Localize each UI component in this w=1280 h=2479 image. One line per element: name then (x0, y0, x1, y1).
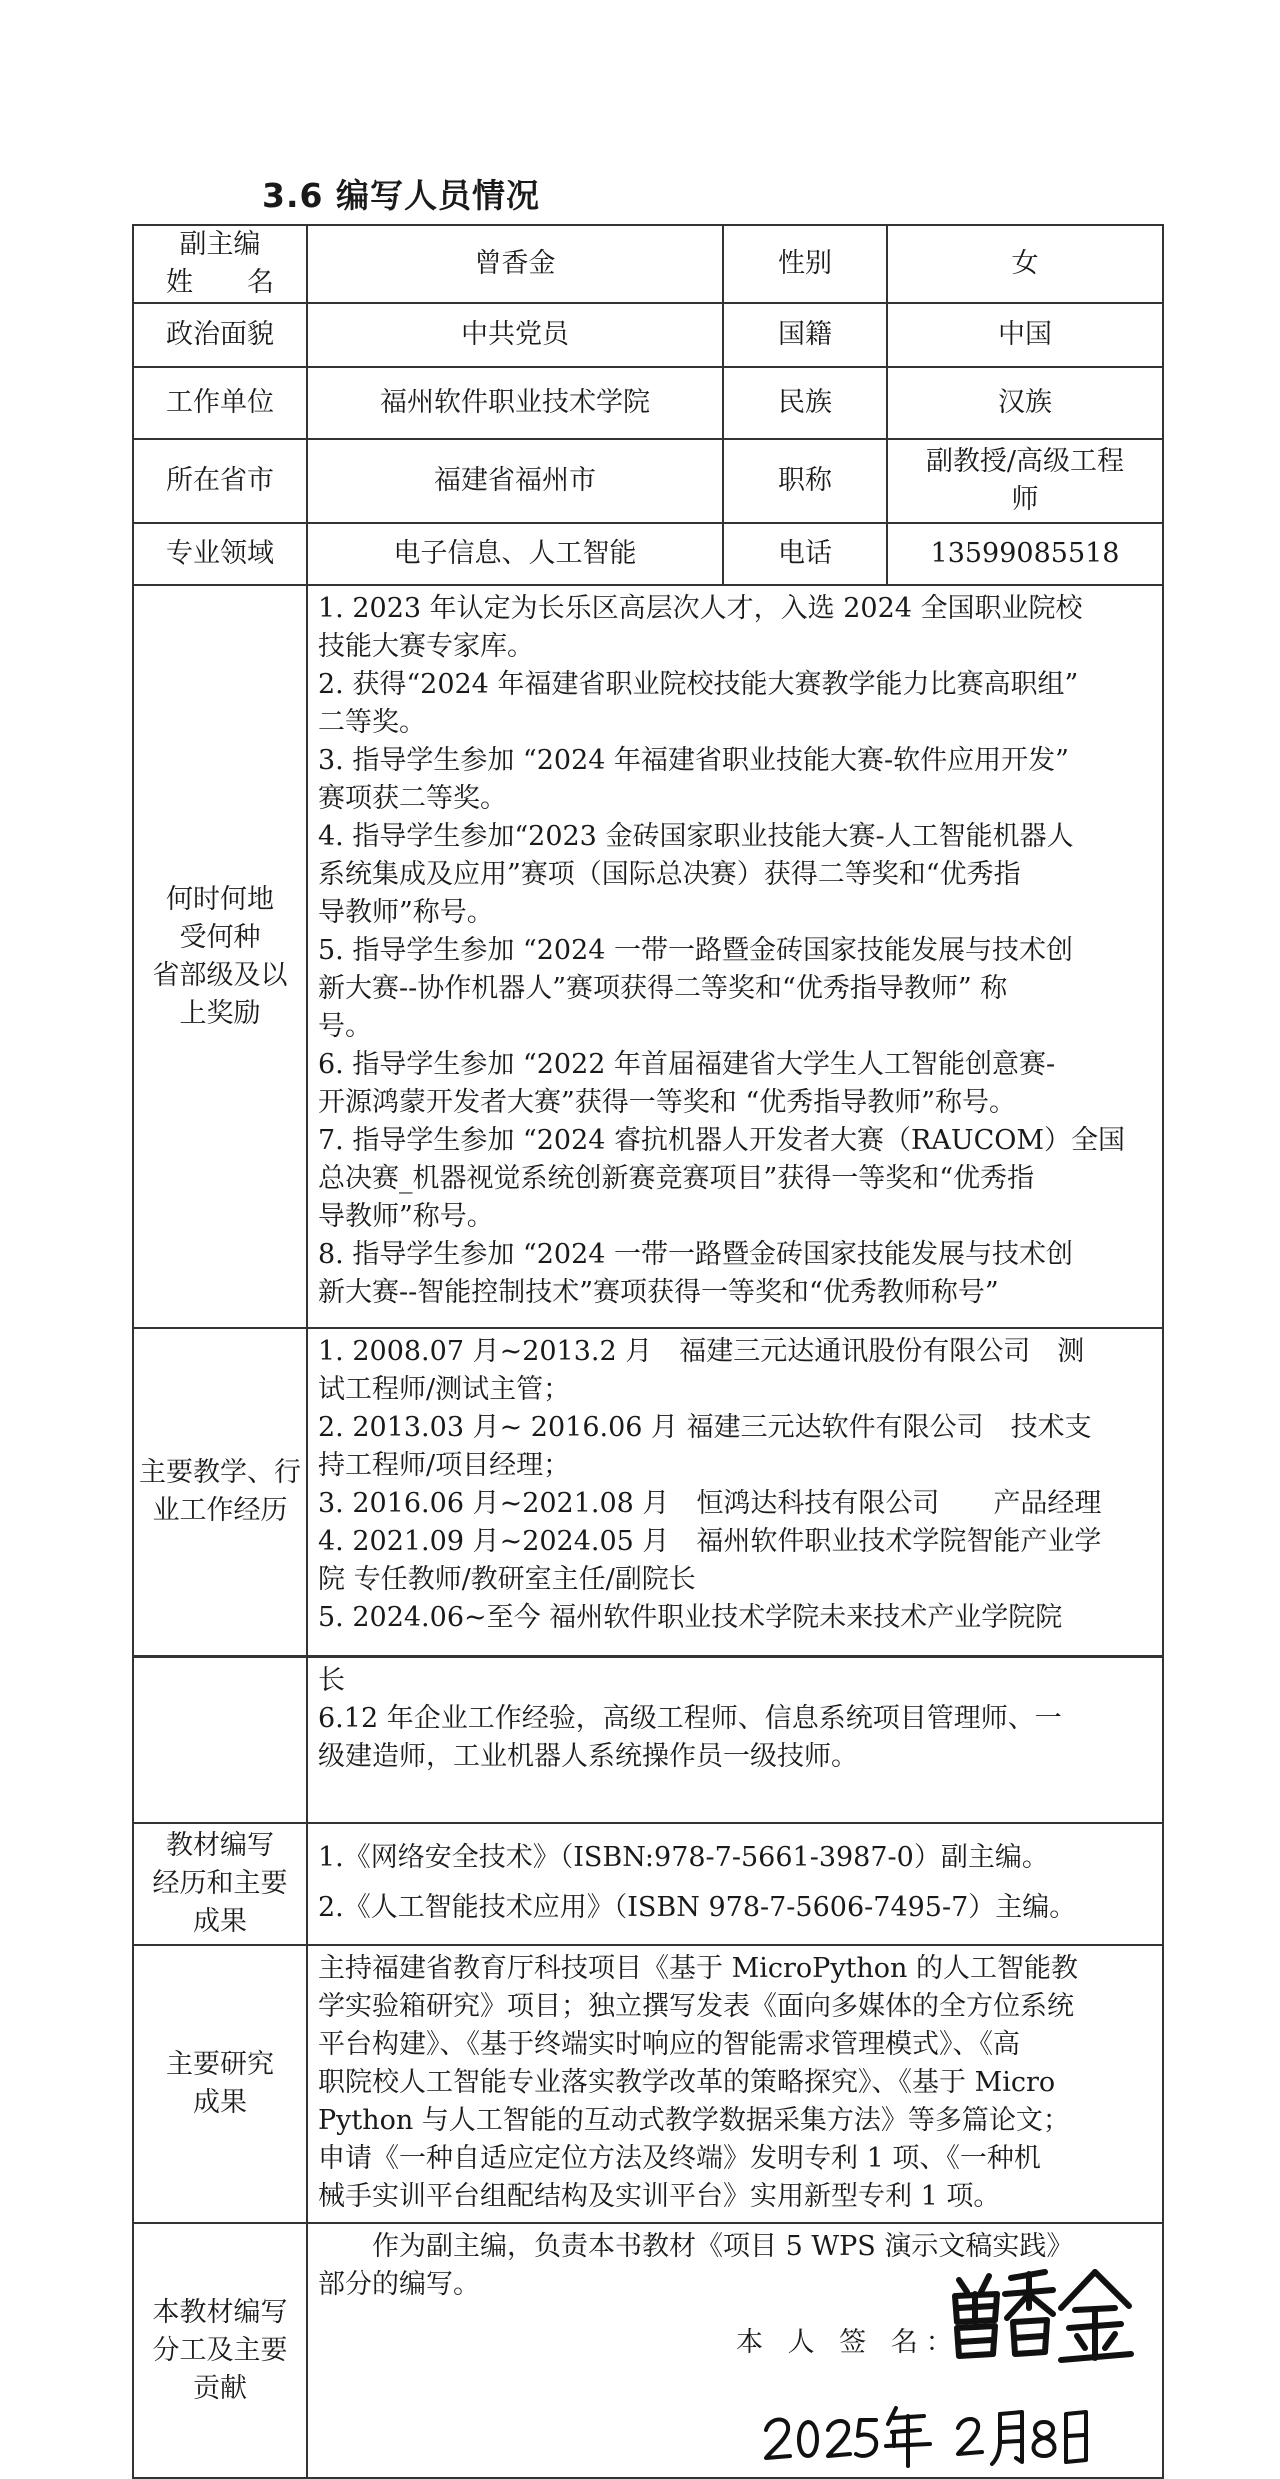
experience-continued-label (133, 1657, 307, 1823)
textbooks-label-line: 教材编写 (166, 1830, 274, 1861)
ethnicity-value: 汉族 (887, 367, 1163, 439)
textbooks-label-line: 成果 (193, 1906, 247, 1937)
awards-line: 号。 (318, 1011, 372, 1042)
experience-line: 4. 2021.09 月~2024.05 月 福州软件职业技术学院智能产业学 (318, 1526, 1102, 1557)
research-label (133, 1945, 307, 2223)
phone-value: 13599085518 (887, 523, 1163, 585)
awards-label-line: 何时何地 (166, 883, 274, 915)
signature-label: 本 人 签 名： (736, 2327, 961, 2358)
contribution-label-line: 分工及主要 (152, 2334, 288, 2366)
research-line: 职院校人工智能专业落实教学改革的策略探究》、《基于 Micro (318, 2067, 1056, 2098)
handwritten-signature-icon (945, 2262, 1135, 2372)
awards-line: 导教师”称号。 (318, 1201, 494, 1232)
employer-value: 福州软件职业技术学院 (307, 367, 723, 439)
ethnicity-label: 民族 (723, 367, 887, 439)
nationality-value: 中国 (887, 303, 1163, 367)
gender-label: 性别 (723, 225, 887, 303)
awards-label-line: 上奖励 (179, 997, 261, 1029)
awards-label (133, 585, 307, 1328)
awards-line: 技能大赛专家库。 (318, 631, 534, 662)
research-content (307, 1945, 1163, 2223)
experience-content (307, 1328, 1163, 1656)
research-line: 械手实训平台组配结构及实训平台》实用新型专利 1 项。 (318, 2181, 1001, 2212)
handwritten-date-icon (760, 2400, 1090, 2470)
research-line: 主持福建省教育厅科技项目《基于 MicroPython 的人工智能教 (318, 1953, 1079, 1984)
experience-continued-content (307, 1657, 1163, 1823)
role-label-cell (133, 225, 307, 303)
experience-line: 试工程师/测试主管； (318, 1374, 571, 1405)
awards-line: 开源鸿蒙开发者大赛”获得一等奖和 “优秀指导教师”称号。 (318, 1087, 1016, 1118)
title-value-line2: 师 (1011, 484, 1039, 515)
experience-line: 2. 2013.03 月~ 2016.06 月 福建三元达软件有限公司 技术支 (318, 1412, 1092, 1443)
experience-line: 持工程师/项目经理； (318, 1450, 571, 1481)
field-label: 专业领域 (133, 523, 307, 585)
experience-line: 级建造师，工业机器人系统操作员一级技师。 (318, 1741, 858, 1772)
awards-line: 1. 2023 年认定为长乐区高层次人才，入选 2024 全国职业院校 (318, 593, 1083, 624)
awards-line: 8. 指导学生参加 “2024 一带一路暨金砖国家技能发展与技术创 (318, 1239, 1074, 1270)
research-line: 平台构建》、《基于终端实时响应的智能需求管理模式》、《高 (318, 2029, 1020, 2060)
politics-value: 中共党员 (307, 303, 723, 367)
awards-line: 新大赛--协作机器人”赛项获得二等奖和“优秀指导教师” 称 (318, 973, 1008, 1004)
contribution-line: 作为副主编，负责本书教材《项目 5 WPS 演示文稿实践》 (372, 2231, 1074, 2262)
field-value: 电子信息、人工智能 (307, 523, 723, 585)
awards-line: 赛项获二等奖。 (318, 783, 507, 814)
experience-line: 5. 2024.06~至今 福州软件职业技术学院未来技术产业学院院 (318, 1602, 1063, 1633)
research-label-line: 成果 (193, 2087, 247, 2118)
awards-line: 5. 指导学生参加 “2024 一带一路暨金砖国家技能发展与技术创 (318, 935, 1074, 966)
research-line: 学实验箱研究》项目；独立撰写发表《面向多媒体的全方位系统 (318, 1991, 1074, 2022)
awards-line: 导教师”称号。 (318, 897, 494, 928)
title-value (887, 439, 1163, 523)
textbook-line: 1.《网络安全技术》（ISBN:978-7-5661-3987-0）副主编。 (318, 1842, 1049, 1873)
textbooks-label (133, 1823, 307, 1945)
research-line: 申请《一种自适应定位方法及终端》发明专利 1 项、《一种机 (318, 2143, 1041, 2174)
title-value-line1: 副教授/高级工程 (925, 446, 1125, 477)
politics-label: 政治面貌 (133, 303, 307, 367)
awards-line: 2. 获得“2024 年福建省职业院校技能大赛教学能力比赛高职组” (318, 669, 1079, 700)
author-info-table (132, 224, 1164, 1657)
title-label: 职称 (723, 439, 887, 523)
textbook-line: 2.《人工智能技术应用》（ISBN 978-7-5606-7495-7）主编。 (318, 1892, 1077, 1923)
province-value: 福建省福州市 (307, 439, 723, 523)
phone-label: 电话 (723, 523, 887, 585)
awards-line: 二等奖。 (318, 707, 426, 738)
experience-line: 长 (318, 1665, 345, 1696)
awards-line: 总决赛_机器视觉系统创新赛竞赛项目”获得一等奖和“优秀指 (318, 1163, 1035, 1194)
experience-line: 1. 2008.07 月~2013.2 月 福建三元达通讯股份有限公司 测 (318, 1336, 1085, 1367)
contribution-label-line: 贡献 (193, 2372, 247, 2404)
experience-label (133, 1328, 307, 1656)
textbooks-label-line: 经历和主要 (152, 1868, 288, 1899)
employer-label: 工作单位 (133, 367, 307, 439)
nationality-label: 国籍 (723, 303, 887, 367)
role-label-line2: 姓 名 (166, 267, 274, 298)
section-title: 3.6 编写人员情况 (262, 176, 540, 215)
name-value: 曾香金 (307, 225, 723, 303)
awards-line: 7. 指导学生参加 “2024 睿抗机器人开发者大赛（RAUCOM）全国 (318, 1125, 1126, 1156)
province-label: 所在省市 (133, 439, 307, 523)
awards-label-line: 受何种 (179, 921, 261, 953)
awards-line: 4. 指导学生参加“2023 金砖国家职业技能大赛-人工智能机器人 (318, 821, 1074, 852)
role-label-line1: 副主编 (179, 229, 261, 260)
experience-line: 3. 2016.06 月~2021.08 月 恒鸿达科技有限公司 产品经理 (318, 1488, 1102, 1519)
contribution-label (133, 2223, 307, 2478)
awards-label-line: 省部级及以 (152, 959, 288, 991)
textbooks-content (307, 1823, 1163, 1945)
gender-value: 女 (887, 225, 1163, 303)
awards-content (307, 585, 1163, 1328)
awards-line: 6. 指导学生参加 “2022 年首届福建省大学生人工智能创意赛- (318, 1049, 1056, 1080)
contribution-label-line: 本教材编写 (152, 2296, 288, 2328)
experience-label-line: 业工作经历 (152, 1495, 288, 1526)
research-line: Python 与人工智能的互动式教学数据采集方法》等多篇论文； (318, 2105, 1070, 2136)
research-label-line: 主要研究 (166, 2049, 274, 2080)
experience-line: 院 专任教师/教研室主任/副院长 (318, 1564, 696, 1595)
contribution-line: 部分的编写。 (318, 2269, 480, 2300)
awards-line: 3. 指导学生参加 “2024 年福建省职业技能大赛-软件应用开发” (318, 745, 1069, 776)
experience-line: 6.12 年企业工作经验，高级工程师、信息系统项目管理师、一 (318, 1703, 1062, 1734)
awards-line: 系统集成及应用”赛项（国际总决赛）获得二等奖和“优秀指 (318, 859, 1021, 890)
experience-label-line: 主要教学、行 (139, 1457, 301, 1488)
awards-line: 新大赛--智能控制技术”赛项获得一等奖和“优秀教师称号” (318, 1277, 999, 1308)
